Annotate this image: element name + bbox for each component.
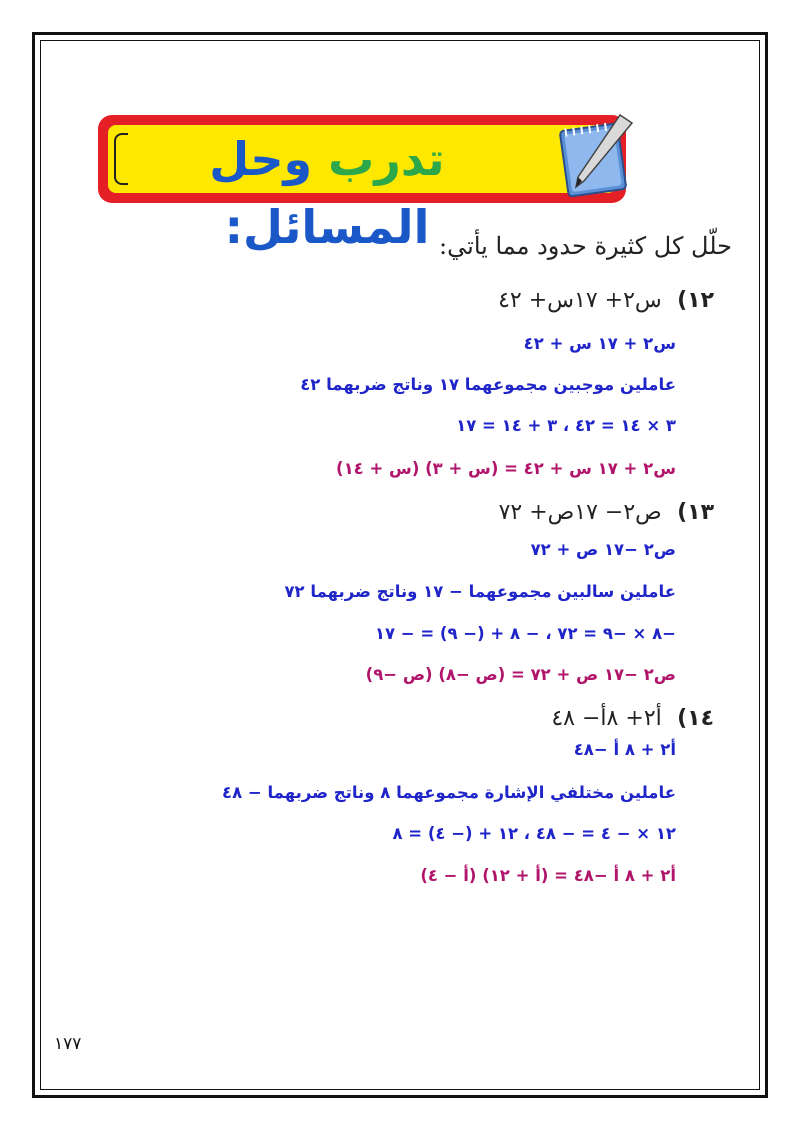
problem-number: ١٤ xyxy=(687,706,714,731)
problem-expression: ص٢− ١٧ص+ ٧٢ xyxy=(498,500,662,525)
step-result: س٢ + ١٧ س + ٤٢ = (س + ٣) (س + ١٤) xyxy=(336,459,676,478)
problem-expression: أ٢+ ٨أ− ٤٨ xyxy=(551,706,662,731)
problem-paren: ) xyxy=(661,500,688,525)
problem-paren: ) xyxy=(661,288,688,313)
step-line: ٣ × ١٤ = ٤٢ ، ٣ + ١٤ = ١٧ xyxy=(456,416,676,435)
instruction-text: حلّل كل كثيرة حدود مما يأتي: xyxy=(439,232,732,260)
banner-inner xyxy=(108,125,616,254)
step-line: س٢ + ١٧ س + ٤٢ xyxy=(523,334,676,353)
step-line: عاملين موجبين مجموعهما ١٧ وناتج ضربهما ٤٢ xyxy=(300,375,676,394)
step-line: أ٢ + ٨ أ −٤٨ xyxy=(573,740,676,759)
step-line: عاملين مختلفي الإشارة مجموعهما ٨ وناتج ضربهما − ٤٨ xyxy=(222,783,676,802)
step-line: عاملين سالبين مجموعهما − ١٧ وناتج ضربهما ٧٢ xyxy=(284,582,676,601)
problem-13-header xyxy=(499,500,714,525)
problem-14-header xyxy=(551,706,714,731)
step-result: ص٢ −١٧ ص + ٧٢ = (ص −٨) (ص −٩) xyxy=(365,665,676,684)
problem-expression: س٢+ ١٧س+ ٤٢ xyxy=(498,288,662,313)
step-line: ١٢ × − ٤ = − ٤٨ ، ١٢ + (− ٤) = ٨ xyxy=(392,824,676,843)
problem-12-header xyxy=(498,288,714,313)
notebook-pencil-icon xyxy=(548,109,640,201)
step-line: ص٢ −١٧ ص + ٧٢ xyxy=(530,540,676,559)
step-line: −٨ × −٩ = ٧٢ ، − ٨ + (− ٩) = − ١٧ xyxy=(374,624,676,643)
banner-title-part2: وحل المسائل: xyxy=(209,132,430,254)
problem-paren: ) xyxy=(661,706,688,731)
banner-title-part1: تدرب xyxy=(328,132,445,186)
banner-title xyxy=(108,125,546,254)
problem-number: ١٣ xyxy=(687,500,714,525)
problem-number: ١٢ xyxy=(687,288,714,313)
page-number: ١٧٧ xyxy=(54,1034,82,1054)
step-result: أ٢ + ٨ أ −٤٨ = (أ + ١٢) (أ − ٤) xyxy=(420,866,676,885)
